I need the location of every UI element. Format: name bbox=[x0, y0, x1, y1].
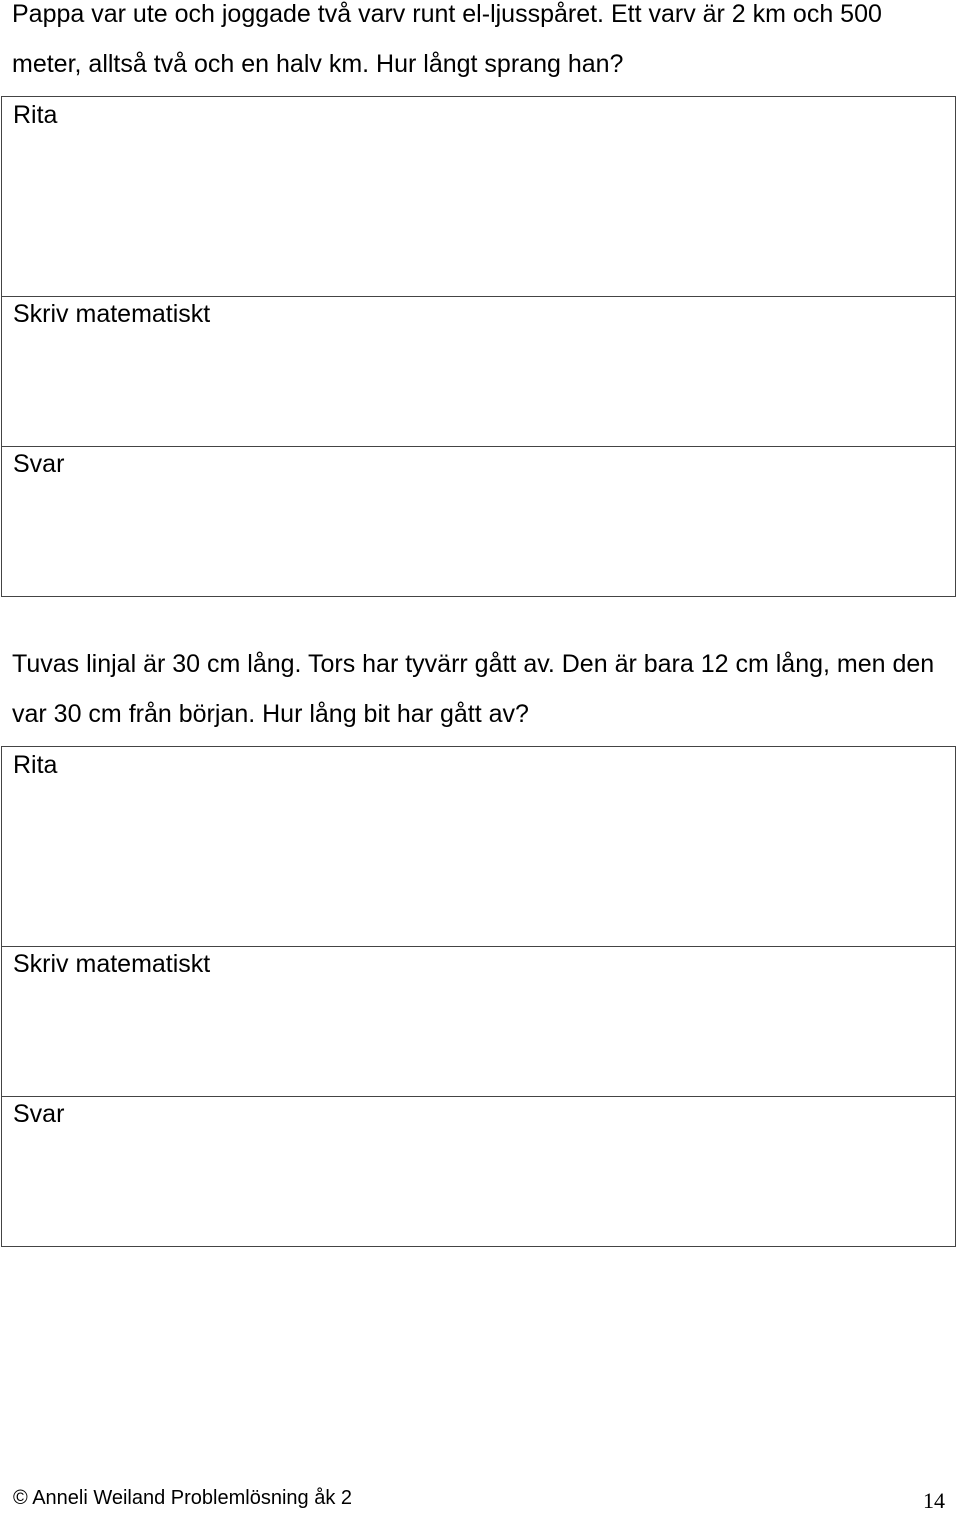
divider bbox=[2, 296, 955, 297]
divider bbox=[2, 946, 955, 947]
problem-2-text: Tuvas linjal är 30 cm lång. Tors har tyvärr gått av. Den är bara 12 cm lång, men den var 30 cm från början. Hur lång bit har gått av? bbox=[12, 650, 935, 728]
draw-label: Rita bbox=[13, 101, 58, 129]
write-math-label: Skriv matematiskt bbox=[13, 300, 211, 328]
problem-1-text: Pappa var ute och joggade två varv runt el-ljusspåret. Ett varv är 2 km och 500 meter, alltså två och en halv km. Hur långt sprang han? bbox=[12, 0, 882, 78]
write-math-label: Skriv matematiskt bbox=[13, 950, 211, 978]
divider bbox=[2, 446, 955, 447]
draw-label: Rita bbox=[13, 751, 58, 779]
answer-label: Svar bbox=[13, 1100, 65, 1128]
problem-2-answer-box bbox=[1, 746, 956, 1247]
page-number: 14 bbox=[923, 1488, 945, 1513]
divider bbox=[2, 1096, 955, 1097]
answer-label: Svar bbox=[13, 450, 65, 478]
copyright-footer: © Anneli Weiland Problemlösning åk 2 bbox=[13, 1487, 353, 1509]
problem-1-answer-box bbox=[1, 96, 956, 597]
